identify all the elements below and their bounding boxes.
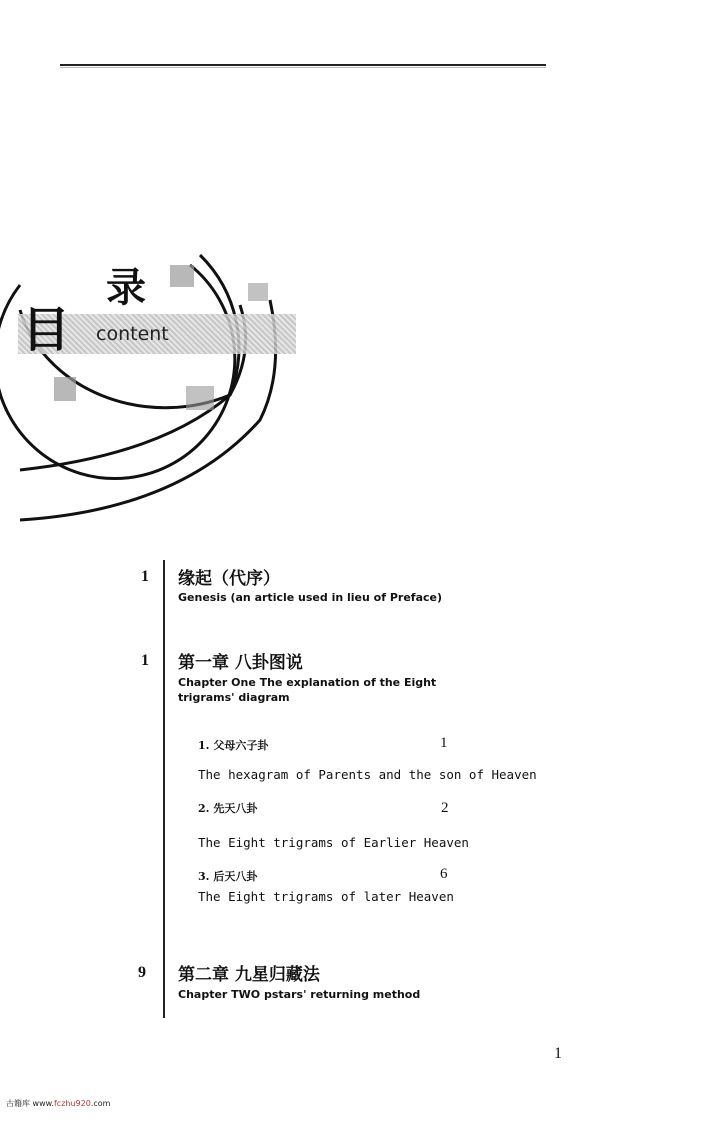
toc-subentry-page: 2 (441, 800, 449, 816)
toc-entry-title-en[interactable]: Chapter One The explanation of the Eight (178, 676, 437, 689)
toc-subentry-title-cn[interactable]: 2. 先天八卦 (198, 802, 258, 815)
toc-subentry-title-en[interactable]: The Eight trigrams of later Heaven (198, 889, 454, 904)
toc-subentry-page: 1 (440, 735, 448, 751)
toc-page-number: 9 (138, 964, 146, 981)
toc-subentry-title-en[interactable]: The Eight trigrams of Earlier Heaven (198, 835, 469, 850)
header-char-lu: 录 (106, 264, 146, 311)
toc-entry-title-en[interactable]: Genesis (an article used in lieu of Preface) (178, 591, 443, 604)
site-watermark (6, 1098, 110, 1109)
toc-subentry-title-cn[interactable]: 1. 父母六子卦 (198, 739, 269, 752)
top-rule (60, 64, 546, 66)
toc-page-number: 1 (141, 568, 149, 585)
header-subtitle: content (96, 323, 169, 345)
toc-page-number: 1 (141, 652, 149, 669)
toc-entry-title-en[interactable]: Chapter TWO pstars' returning method (178, 988, 421, 1001)
toc-subentry-title-en[interactable]: The hexagram of Parents and the son of Heaven (198, 767, 537, 782)
watermark-prefix: 古籍库 www. (6, 1099, 54, 1108)
toc-entry-title-cn[interactable]: 缘起（代序） (178, 569, 280, 589)
header-char-mu: 目 (22, 302, 69, 358)
toc-divider-line (163, 560, 165, 1018)
toc-entry-title-cn[interactable]: 第一章 八卦图说 (178, 653, 303, 673)
watermark-accent: fczhu920 (53, 1099, 91, 1108)
header-arc-decoration (0, 230, 330, 540)
toc-subentry-page: 6 (440, 866, 448, 882)
watermark-suffix: .com (90, 1099, 111, 1108)
toc-entry-title-en-cont[interactable]: trigrams' diagram (178, 691, 290, 704)
toc-entry-title-cn[interactable]: 第二章 九星归藏法 (178, 965, 320, 985)
page-folio-number: 1 (554, 1045, 562, 1062)
toc-subentry-title-cn[interactable]: 3. 后天八卦 (198, 870, 258, 883)
top-rule-shadow (60, 67, 546, 68)
